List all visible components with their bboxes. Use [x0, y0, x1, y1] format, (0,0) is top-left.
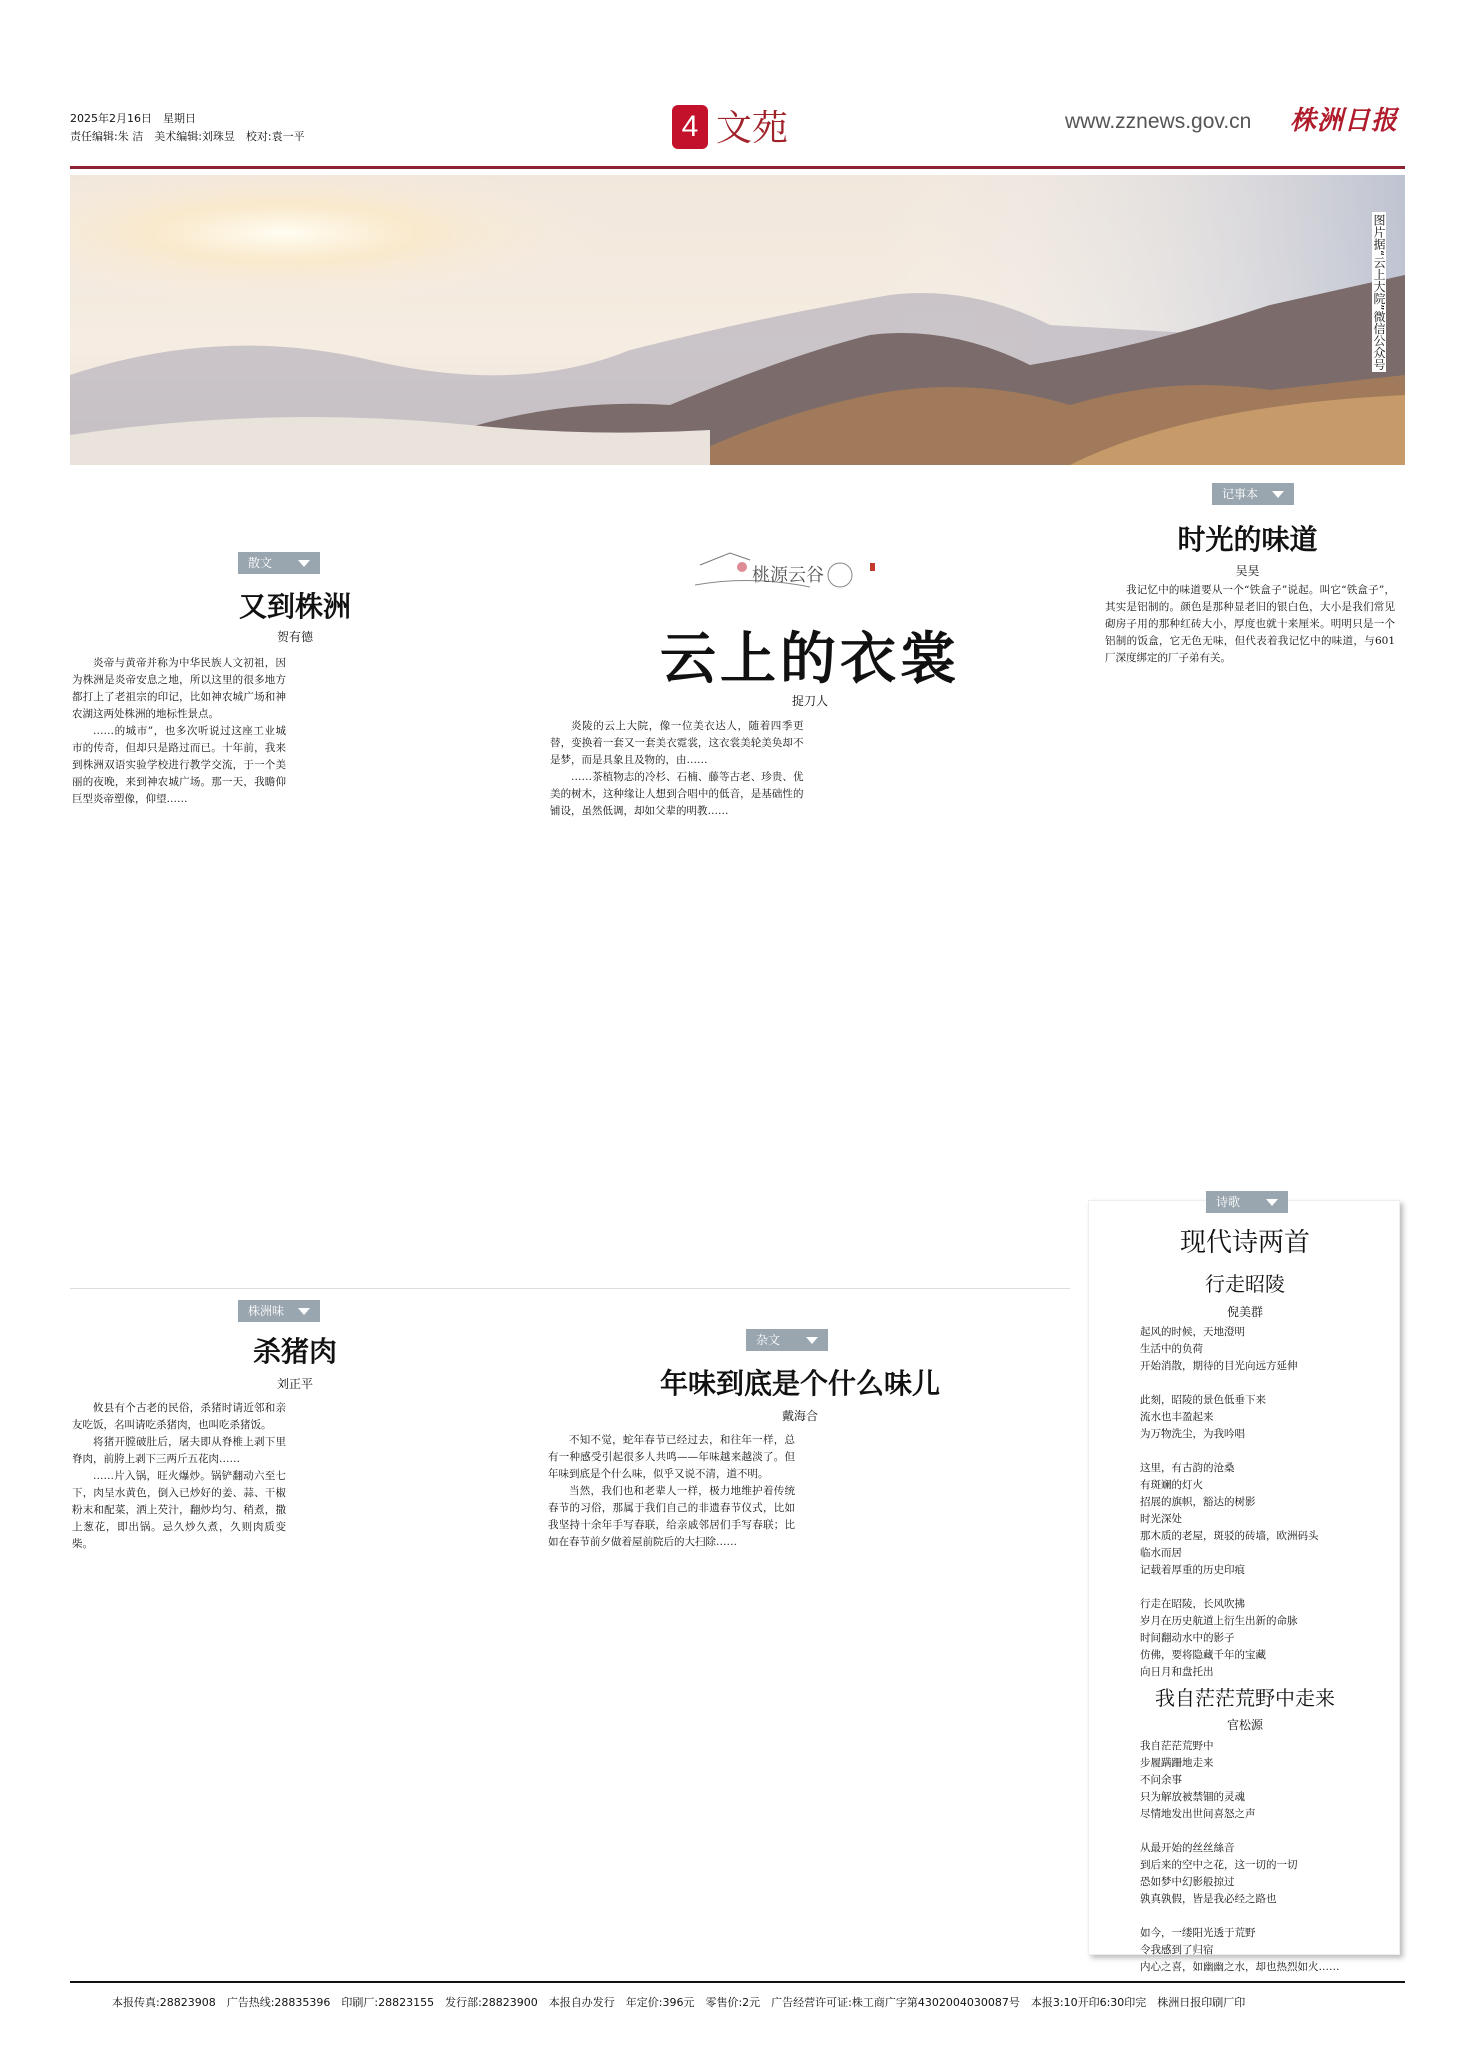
paragraph: 炎陵的云上大院，像一位美衣达人，随着四季更替，变换着一套又一套美衣霓裳，这衣裳美轮美奂却不是梦，而是具象且及物的，由…… [550, 720, 804, 766]
poem-line: 恐如梦中幻影般掠过 [1140, 1876, 1235, 1888]
page-number: 4 [672, 105, 708, 149]
column-tag-zhuzhou-flavor: 株洲味 [238, 1300, 320, 1322]
footer-divider [70, 1981, 1405, 1983]
article-body [548, 1432, 1060, 1957]
poem-stanza [1140, 1596, 1390, 1681]
image-credit-caption: 图片据“云上大院”微信公众号 [1372, 214, 1386, 371]
poem-stanza [1140, 1324, 1390, 1375]
poem-line: 时间翻动水中的影子 [1140, 1632, 1235, 1644]
editor-credits: 责任编辑:朱 洁 美术编辑:刘珠昱 校对:袁一平 [70, 130, 305, 143]
poem-line: 步履蹒跚地走来 [1140, 1757, 1214, 1769]
poem-stanza [1140, 1392, 1390, 1443]
article-body [72, 1400, 518, 1955]
poem-line: 为万物洗尘，为我吟唱 [1140, 1428, 1245, 1440]
article-title: 又到株洲 [238, 590, 351, 623]
poem-line: 令我感到了归宿 [1140, 1944, 1214, 1956]
poem-author: 倪美群 [1226, 1305, 1263, 1319]
article-author: 捉刀人 [791, 694, 828, 708]
poem-line: 只为解放被禁锢的灵魂 [1140, 1791, 1245, 1803]
paragraph: 炎帝与黄帝并称为中华民族人文初祖，因为株洲是炎帝安息之地，所以这里的很多地方都打上了老祖宗的印记，比如神农城广场和神农湖这两处株洲的地标性景点。 [72, 657, 286, 720]
issue-date: 2025年2月16日 星期日 [70, 112, 196, 125]
article-author: 戴海合 [781, 1409, 818, 1423]
paragraph: 将猪开膛破肚后，屠夫即从脊椎上剥下里脊肉，前胯上剥下三两斤五花肉…… [72, 1436, 286, 1465]
hero-landscape-image [70, 175, 1405, 465]
article-body [72, 655, 518, 1275]
poem-stanza [1140, 1738, 1390, 1823]
paragraph: ……茶植物志的冷杉、石楠、藤等古老、珍贵、优美的树木，这种缘让人想到合唱中的低音，是基础性的铺设，虽然低调，却如父辈的明教…… [550, 771, 804, 817]
poem-title: 我自茫茫荒野中走来 [1155, 1686, 1335, 1710]
paragraph: ……片入锅，旺火爆炒。锅铲翻动六至七下，肉呈水黄色，倒入已炒好的姜、蒜、干椒粉末和配菜，洒上芡汁，翻炒均匀、稍煮，撒上葱花，即出锅。忌久炒久煮，久则肉质变柴。 [72, 1470, 286, 1550]
poem-line: 起风的时候，天地澄明 [1140, 1326, 1245, 1338]
article-title: 杀猪肉 [252, 1335, 337, 1368]
article-author: 刘正平 [276, 1377, 313, 1391]
paragraph: 不知不觉，蛇年春节已经过去，和往年一样，总有一种感受引起很多人共鸣——年味越来越淡了。但年味到底是个什么味，似乎又说不清，道不明。 [548, 1434, 795, 1480]
poem-line: 行走在昭陵，长风吹拂 [1140, 1598, 1245, 1610]
poems-heading: 现代诗两首 [1179, 1228, 1310, 1258]
poem-stanza [1140, 1840, 1390, 1908]
poem-line: 不问余事 [1140, 1774, 1182, 1786]
website-url[interactable]: www.zznews.gov.cn [1065, 110, 1252, 133]
poem-line: 开始消散，期待的目光向远方延伸 [1140, 1360, 1298, 1372]
paragraph: 攸县有个古老的民俗，杀猪时请近邻和亲友吃饭，名叫请吃杀猪肉，也叫吃杀猪饭。 [72, 1402, 286, 1431]
paragraph: ……的城市”，也多次听说过这座工业城市的传奇，但却只是路过而已。十年前，我来到株洲双语实验学校进行教学交流，于一个美丽的夜晚，来到神农城广场。那一天，我瞻仰巨型炎帝塑像，仰望…… [72, 725, 286, 805]
poem-line: 从最开始的丝丝絲音 [1140, 1842, 1235, 1854]
article-title: 年味到底是个什么味儿 [659, 1367, 940, 1400]
paragraph: 当然，我们也和老辈人一样，极力地维护着传统春节的习俗，那属于我们自己的非遗春节仪式，比如我坚持十余年手写春联，给亲戚邻居们手写春联；比如在春节前夕做着屋前院后的大扫除…… [548, 1485, 795, 1548]
article-title: 时光的味道 [1177, 523, 1318, 556]
poem-line: 内心之喜，如幽幽之水，却也热烈如火…… [1140, 1961, 1340, 1973]
poem-body [1140, 1738, 1390, 1993]
logo-text: 桃源云谷 [752, 565, 824, 586]
poem-line: 记载着厚重的历史印痕 [1140, 1564, 1245, 1576]
column-tag-essay: 散文 [238, 552, 320, 574]
header-divider [70, 166, 1405, 169]
poem-line: 生活中的负荷 [1140, 1343, 1203, 1355]
poem-line: 时光深处 [1140, 1513, 1182, 1525]
column-tag-essay-misc: 杂文 [746, 1329, 828, 1351]
poem-line: 我自茫茫荒野中 [1140, 1740, 1214, 1752]
poem-stanza [1140, 1925, 1390, 1976]
poem-line: 到后来的空中之花，这一切的一切 [1140, 1859, 1298, 1871]
section-name: 文苑 [716, 108, 789, 149]
poem-line: 流水也丰盈起来 [1140, 1411, 1214, 1423]
poem-author: 官松源 [1226, 1718, 1263, 1732]
poem-stanza [1140, 1460, 1390, 1579]
article-author: 贺有德 [276, 630, 313, 644]
paragraph: 我记忆中的味道要从一个“铁盒子”说起。叫它“铁盒子”，其实是铝制的。颜色是那种显老旧的银白色，大小是我们常见砌房子用的那种红砖大小，厚度也就十来厘米。明明只是一个铝制的饭盒，它无色无味，但代表着我记忆中的味道，与601厂深度绑定的厂子弟有关。 [1105, 584, 1395, 664]
poem-line: 这里，有古韵的沧桑 [1140, 1462, 1235, 1474]
poem-line: 招展的旗帜，豁达的树影 [1140, 1496, 1256, 1508]
section-divider [70, 1288, 1070, 1289]
poem-line: 仿佛，要将隐藏千年的宝藏 [1140, 1649, 1266, 1661]
footer-info: 本报传真:28823908 广告热线:28835396 印刷厂:28823155 发行部:28823900 本报自办发行 年定价:396元 零售价:2元 广告经营许可证:株工商广字第4302004030087号 本报3:10开印6:30印完 株洲日报印刷厂印 [112, 1996, 1246, 2009]
poem-line: 尽情地发出世间喜怒之声 [1140, 1808, 1256, 1820]
article-body [550, 718, 1075, 1278]
poem-title: 行走昭陵 [1205, 1272, 1285, 1296]
poem-line: 向日月和盘托出 [1140, 1666, 1214, 1678]
poem-line: 那木质的老屋，斑驳的砖墙，欧洲码头 [1140, 1530, 1319, 1542]
poem-line: 如今，一缕阳光透于荒野 [1140, 1927, 1256, 1939]
column-tag-notebook: 记事本 [1212, 483, 1294, 505]
poem-line: 临水而居 [1140, 1547, 1182, 1559]
column-tag-poetry: 诗歌 [1206, 1191, 1288, 1213]
taoyuan-yungu-logo [690, 545, 890, 595]
poem-line: 有斑斓的灯火 [1140, 1479, 1203, 1491]
poem-body [1140, 1324, 1390, 1698]
masthead-logo: 株洲日报 [1290, 106, 1399, 136]
poem-line: 孰真孰假，皆是我必经之路也 [1140, 1893, 1277, 1905]
poem-line: 岁月在历史航道上衍生出新的命脉 [1140, 1615, 1298, 1627]
article-author: 吴昊 [1235, 564, 1260, 578]
article-body [1105, 582, 1395, 1142]
article-title: 云上的衣裳 [660, 627, 960, 692]
poem-line: 此刻，昭陵的景色低垂下来 [1140, 1394, 1266, 1406]
